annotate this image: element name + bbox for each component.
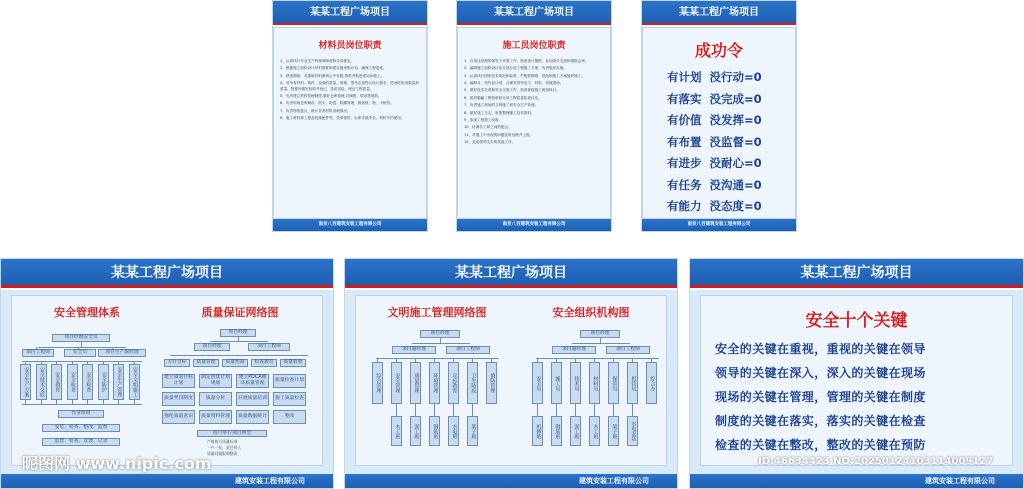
q-note: 质量问题限期整改	[207, 451, 238, 456]
civil-col: 综合管理	[372, 362, 383, 404]
key-line: 领导的关键在深入，深入的关键在现场	[715, 366, 926, 380]
connector-line	[632, 404, 633, 416]
q-row3: 质量验收	[280, 359, 306, 367]
civil-col: 环境管理	[429, 362, 440, 404]
duty-item: 2、根据施工组织设计材料需要制度实施采购计划，确保工程进度。	[280, 66, 387, 71]
success-line	[667, 175, 795, 197]
board-constructor-duties	[456, 0, 612, 232]
q-row3: 质量管理	[193, 359, 219, 367]
safety-row2: 项目工程师	[606, 346, 650, 354]
connector-line	[434, 404, 435, 416]
connector-line	[376, 358, 499, 359]
duty-item: 8、施工材料和工程及机械配件等，凭单领料，出库手续齐全，材料节约使用。	[280, 116, 405, 121]
board-footer: 南京八百建筑安装工程有限公司	[642, 219, 796, 231]
q-bottom: 每月举行项目例会	[197, 430, 267, 437]
node-col: 安全生产方案	[20, 364, 31, 400]
q-row3: 质量控制	[222, 359, 248, 367]
board-header: 某某工程广场项目	[1, 259, 333, 285]
board-ten-keys	[689, 258, 1024, 489]
connector-line	[415, 404, 416, 416]
success-have: 有落实	[667, 91, 702, 106]
node-col: 安全防护	[98, 364, 109, 400]
civilized-title: 文明施工管理网络图	[387, 306, 487, 319]
key-line: 安全的关键在重视，重视的关键在领导	[715, 342, 926, 356]
civil-col: 卫生防疫	[467, 362, 478, 404]
board-footer: 建筑安装工程有限公司	[690, 474, 1023, 488]
key-line: 现场的关键在管理，管理的关键在制度	[715, 390, 926, 404]
duty-item: 1、认真执行安全生产的规章制度和各项规定。	[280, 59, 355, 63]
safety-col: 机管员	[627, 362, 638, 404]
board-success-order	[641, 0, 797, 232]
duty-item: 6、负责现场仓库储存、防火、防盗、防潮管理，做到账、物、卡相符。	[280, 101, 394, 106]
node-bottom: 作业班组	[58, 410, 104, 418]
node-bottom3: 监督、检查、反馈、记录	[42, 438, 120, 446]
q-box: 施工质量检查	[273, 392, 306, 406]
success-not: 没监督=0	[709, 134, 762, 149]
connector-line	[572, 343, 630, 344]
q-box: 建立质量目标计划	[162, 374, 195, 388]
civil-bottom: 泥工班	[410, 416, 421, 446]
safety-bottom: 机修班	[532, 416, 543, 446]
node-col: 安全文明施工	[129, 364, 140, 400]
connector-line	[556, 404, 557, 416]
connector-line	[613, 404, 614, 416]
success-have: 有任务	[667, 177, 702, 192]
board-header: 某某工程广场项目	[273, 1, 427, 23]
board-footer: 建筑安装工程有限公司	[1, 474, 333, 488]
connector-line	[594, 404, 595, 416]
success-not: 没沟通=0	[709, 177, 762, 192]
success-not: 没行动=0	[709, 70, 762, 84]
duty-item: 3、熟悉图纸，对建筑材料做到心中有数,资料齐积进度同步跟上。	[280, 73, 385, 78]
content-panel	[273, 27, 427, 219]
safety-bottom: 架子班	[608, 416, 619, 446]
node-row2: 项目工程师	[22, 349, 54, 357]
panel-title: 材料员岗位职责	[318, 41, 382, 51]
civil-row2: 项目工程师	[446, 346, 490, 354]
board-header: 某某工程广场项目	[642, 1, 796, 23]
success-not: 没耐心=0	[709, 156, 762, 170]
duty-item: 5、做好技术交底和安全交底工作，检查督促施工班组执行。	[464, 88, 560, 93]
q-row3: 检查教育	[251, 359, 277, 367]
success-line	[667, 89, 795, 111]
duty-item: 11、对施工中出现的问题及时处理并上报。	[464, 132, 534, 137]
duty-item: 4、对所有材料、构件、设备的质量、规格、型号必须符合设计要求，进场时检查数量和质量，按程序做好验收并登记，及时送检，保证工程质量。	[280, 81, 419, 91]
safety-bottom: 水电安装	[627, 416, 638, 446]
civil-col: 安全管理	[391, 362, 402, 404]
civil-col: 消防管理	[486, 362, 497, 404]
civil-bottom: 架子班	[467, 416, 478, 446]
success-line	[667, 110, 795, 132]
board-footer: 南京八百建筑安装工程有限公司	[273, 219, 427, 231]
civil-top: 项目经理	[420, 330, 460, 338]
panel-title: 施工员岗位职责	[502, 41, 566, 51]
watermark-left: 昵图网 www.nipic.com	[22, 454, 212, 473]
safety-col: 材料员	[589, 362, 600, 404]
success-line	[667, 132, 795, 154]
connector-line	[575, 404, 576, 416]
node-top: 项目经理安全员	[52, 334, 110, 342]
board-material-duties	[272, 0, 428, 232]
panel-title: 安全十个关键	[805, 311, 908, 331]
civil-bottom: 木工班	[391, 416, 402, 446]
board-footer: 建筑安装工程有限公司	[345, 474, 677, 488]
node-row2: 安全员	[64, 349, 96, 357]
watermark-right: ID:46634423 NO:20250124103114009127	[758, 456, 994, 467]
connector-line	[112, 347, 113, 349]
q-box: 质量分析	[199, 392, 232, 406]
node-row2: 项目生产副经理	[98, 349, 146, 357]
success-line	[667, 67, 795, 89]
q-box: 制定创优计划规划	[199, 374, 232, 388]
safety-bottom: 泥工班	[570, 416, 581, 446]
civil-col: 质量管理	[410, 362, 421, 404]
duty-item: 7、负责施工现场的文明施工和安全生产管理。	[464, 103, 539, 108]
q-note: 一户一检，责任到人	[207, 445, 242, 450]
safety-org-title: 安全组织机构图	[552, 306, 630, 319]
q-row2: 项目工程师	[248, 343, 290, 351]
duty-item: 2、编制施工组织设计及分部分项工程施工方案，负责组织实施。	[464, 66, 567, 71]
connector-line	[537, 404, 538, 416]
panel-title: 成功令	[694, 41, 743, 60]
safety-col: 综合办	[646, 362, 657, 404]
duty-item: 3、认真执行国家技术规范和标准，严格按图纸、规范和施工方案组织施工。	[464, 73, 585, 78]
success-have: 有计划	[667, 70, 702, 84]
keys-lines	[701, 337, 1012, 457]
duty-item: 10、协调各工种之间的配合。	[464, 125, 512, 130]
safety-col: 保管员	[608, 362, 619, 404]
q-note: 严格执行质量标准	[207, 439, 238, 444]
connector-line	[536, 358, 659, 359]
q-box: 质量奖罚制度	[162, 392, 195, 406]
board-header: 某某工程广场项目	[457, 1, 611, 23]
board-civilized-org	[344, 258, 678, 489]
civil-bottom: 水电班	[448, 416, 459, 446]
node-bottom2: 安装、检查、整改、监督	[42, 424, 120, 432]
q-box: 建立PDCA循环质量管理	[236, 374, 269, 388]
civil-row2: 项目副经理	[392, 346, 436, 354]
content-panel	[457, 27, 611, 219]
node-col: 安全技术交底	[36, 364, 47, 400]
connector-line	[170, 355, 308, 356]
safety-col: 技术员	[570, 362, 581, 404]
connector-line	[210, 341, 268, 342]
connector-line	[78, 347, 79, 349]
q-box: 质量数据统计	[236, 410, 269, 424]
connector-line	[22, 404, 142, 405]
connector-line	[36, 347, 37, 349]
q-box: 质量资料管理	[199, 410, 232, 424]
safety-bottom: 木工班	[589, 416, 600, 446]
safety-top: 项目经理	[580, 330, 620, 338]
content-panel	[700, 295, 1013, 466]
safety-col: 施工员	[551, 362, 562, 404]
content-panel	[355, 295, 667, 466]
success-lines	[643, 67, 795, 218]
duties-text	[458, 59, 610, 146]
safety-system-title: 安全管理体系	[54, 306, 120, 319]
success-not: 没发挥=0	[709, 113, 762, 127]
success-have: 有布置	[667, 134, 702, 149]
duty-item: 7、负责物资盘点，统计各类材料消耗情况。	[280, 108, 351, 113]
civil-col: 宣传教育	[448, 362, 459, 404]
success-line	[667, 196, 795, 218]
success-have: 有进步	[667, 156, 702, 170]
q-box: 强化质量意识	[162, 410, 195, 424]
duty-item: 4、编制月、旬作业计划，合理安排劳动力、材料、机械进场。	[464, 81, 564, 86]
duty-item: 12、完成领导交办的其他工作。	[464, 139, 516, 144]
board-footer: 南京八百建筑安装工程有限公司	[457, 219, 611, 231]
q-row3: 方针目标	[164, 359, 190, 367]
q-box: 质量检查计划	[273, 374, 306, 388]
duty-item: 6、组织隐蔽工程验收和分项工程质量检查评定。	[464, 95, 542, 100]
success-not: 没完成=0	[709, 91, 762, 106]
safety-col: 安全员	[532, 362, 543, 404]
success-not: 没态度=0	[709, 199, 762, 213]
duty-item: 5、负责建立材料管理制度,做好仓库管理,对调拨、领用等建档。	[280, 94, 382, 98]
q-row2: 项目经理	[194, 343, 230, 351]
content-panel	[11, 295, 323, 466]
civil-bottom: 钢筋班	[429, 416, 440, 446]
key-line: 制度的关键在落实，落实的关键在检查	[715, 414, 926, 428]
board-header: 某某工程广场项目	[345, 259, 677, 285]
connector-line	[412, 343, 470, 344]
success-line	[667, 153, 795, 175]
duties-text	[274, 59, 426, 122]
board-header: 某某工程广场项目	[690, 259, 1023, 285]
node-col: 安全生产管理	[113, 364, 124, 400]
quality-network-title: 质量保证网络图	[201, 306, 279, 319]
duty-item: 1、在项目经理的领导下开展工作，熟悉设计图纸，参加设计交底和图纸会审。	[464, 59, 589, 63]
duty-item: 8、做好施工日志，收集整理施工技术资料。	[464, 110, 535, 115]
node-col: 安全检查	[67, 364, 78, 400]
q-box: 开展质量培训	[236, 392, 269, 406]
duty-item: 9、参加工程竣工验收。	[464, 117, 503, 122]
key-line: 检查的关键在整改，整改的关键在预防	[715, 438, 926, 452]
safety-row2: 项目副经理	[552, 346, 596, 354]
q-top: 项目经理	[220, 329, 256, 337]
node-col: 安全教育	[51, 364, 62, 400]
q-box: 整改	[273, 410, 306, 424]
connector-line	[472, 404, 473, 416]
node-col: 安全检查	[82, 364, 93, 400]
success-have: 有能力	[667, 199, 702, 213]
content-panel	[642, 27, 796, 219]
connector-line	[453, 404, 454, 416]
success-have: 有价值	[667, 113, 702, 127]
connector-line	[396, 404, 397, 416]
safety-bottom: 钢筋班	[551, 416, 562, 446]
